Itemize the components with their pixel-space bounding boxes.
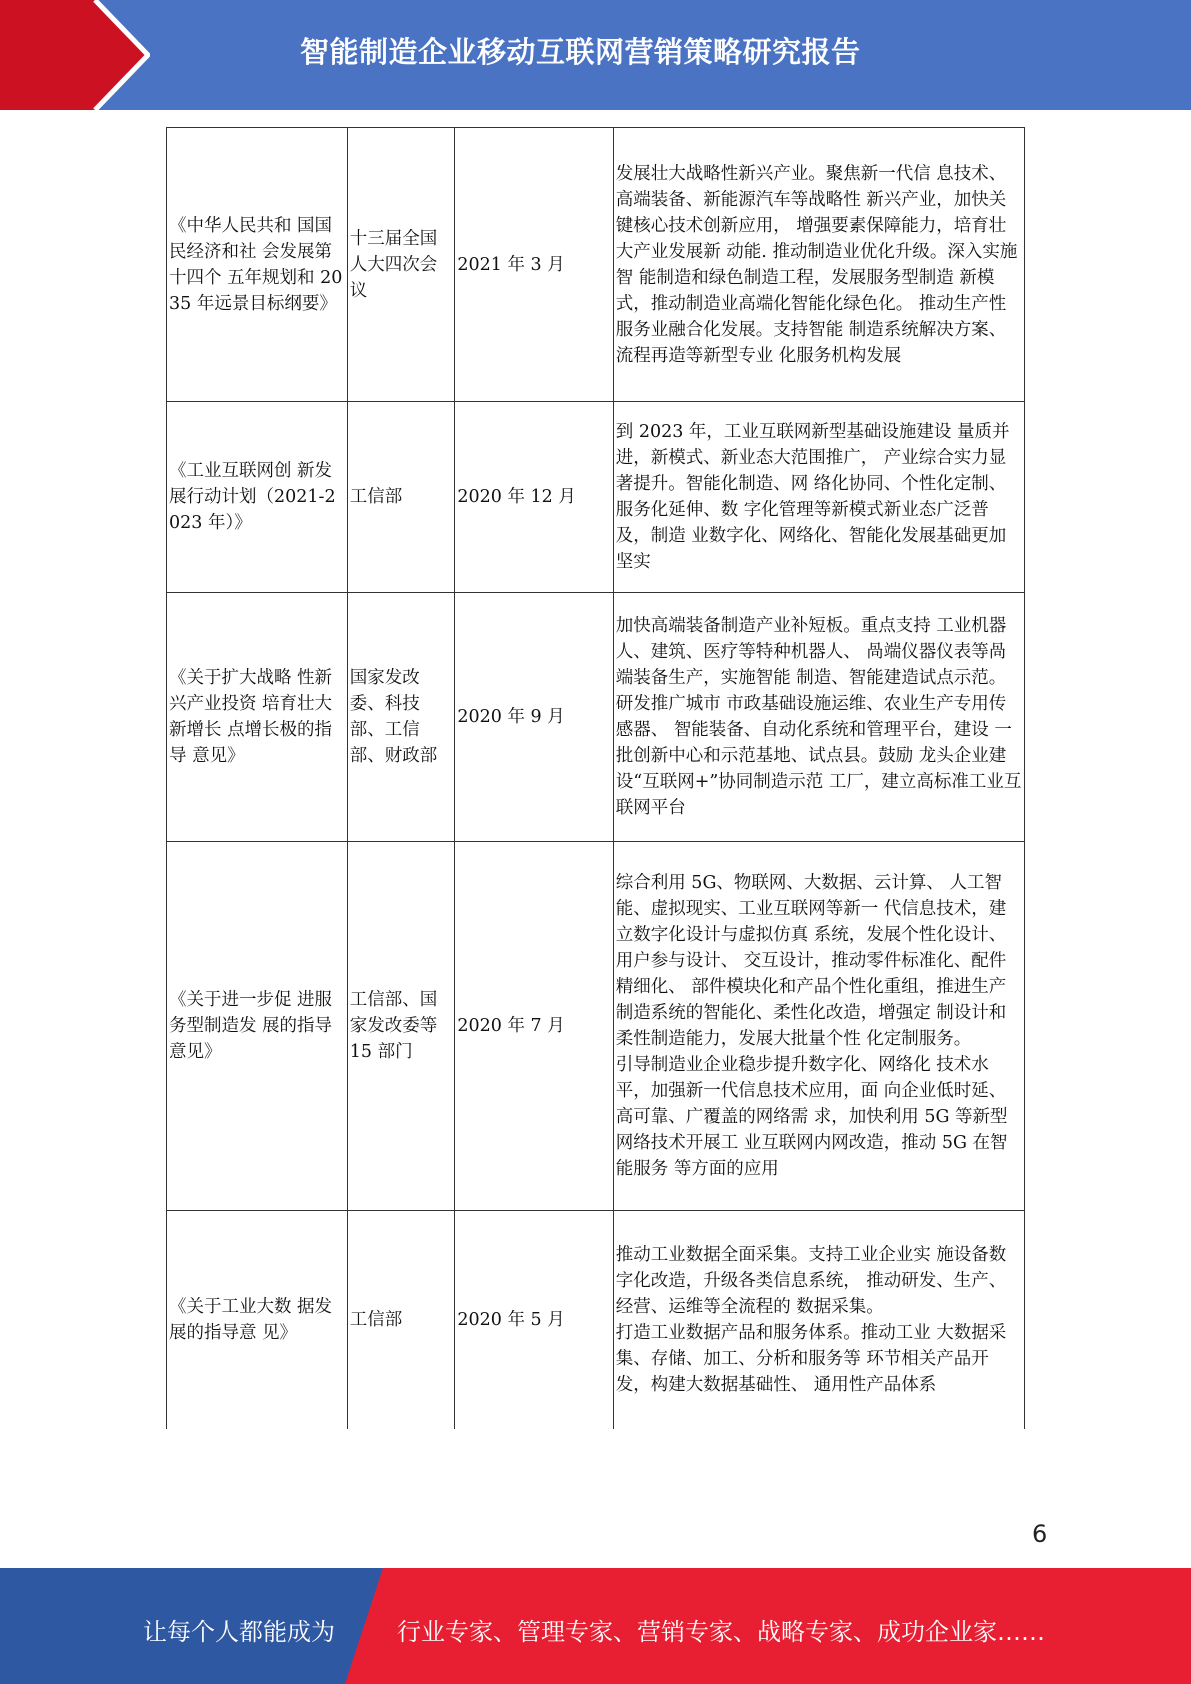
issuer-cell: 国家发改委、科技部、工信部、财政部 <box>347 593 455 842</box>
date-cell: 2020 年 7 月 <box>455 842 613 1211</box>
issuer-cell: 工信部 <box>347 402 455 593</box>
content-cell <box>613 1211 1024 1429</box>
policy-name-cell: 《关于工业大数 据发展的指导意 见》 <box>167 1211 348 1429</box>
table-row <box>167 128 1025 402</box>
footer-slogan-left: 让每个人都能成为 <box>143 1618 335 1646</box>
table-row <box>167 1211 1025 1429</box>
content-cell <box>613 842 1024 1211</box>
policy-name-cell: 《关于扩大战略 性新兴产业投资 培育壮大新增长 点增长极的指导 意见》 <box>167 593 348 842</box>
date-cell: 2020 年 5 月 <box>455 1211 613 1429</box>
policy-name-cell: 《关于进一步促 进服务型制造发 展的指导意见》 <box>167 842 348 1211</box>
content-cell <box>613 593 1024 842</box>
content-paragraph: 打造工业数据产品和服务体系。推动工业 大数据采集、存储、加工、分析和服务等 环节相关产品开发，构建大数据基础性、 通用性产品体系 <box>615 1322 1007 1395</box>
table-row <box>167 402 1025 593</box>
content-paragraph: 到 2023 年，工业互联网新型基础设施建设 量质并进，新模式、新业态大范围推广， 产业综合实力显著提升。智能化制造、网 络化协同、个性化定制、服务化延伸、数 字化管理等新模式新业态广泛普及，制造 业数字化、网络化、智能化发展基础更加 坚实 <box>615 422 1010 572</box>
page-number: 6 <box>1032 1520 1048 1548</box>
footer-slogan-right: 行业专家、管理专家、营销专家、战略专家、成功企业家…… <box>397 1618 1045 1646</box>
policy-name-cell: 《中华人民共和 国国民经济和社 会发展第十四个 五年规划和 2035 年远景目标纲要》 <box>167 128 348 402</box>
report-title: 智能制造企业移动互联网营销策略研究报告 <box>300 35 861 69</box>
content-paragraph: 综合利用 5G、物联网、大数据、云计算、 人工智能、虚拟现实、工业互联网等新一 代信息技术，建立数字化设计与虚拟仿真 系统，发展个性化设计、用户参与设计、 交互设计，推动零件标准化、配件精细化、 部件模块化和产品个性化重组，推进生产 制造系统的智能化、柔性化改造，增强定 制设计和柔性制造能力，发展大批量个性 化定制服务。 <box>615 873 1007 1049</box>
content-cell <box>613 128 1024 402</box>
content-cell <box>613 402 1024 593</box>
policy-name-cell: 《工业互联网创 新发展行动计划（2021-2023 年）》 <box>167 402 348 593</box>
content-paragraph: 加快高端装备制造产业补短板。重点支持 工业机器人、建筑、医疗等特种机器人、 咼端仪器仪表等咼端装备生产，实施智能 制造、智能建造试点示范。研发推广城市 市政基础设施运维、农业生产专用传感器、 智能装备、自动化系统和管理平台，建设 一批创新中心和示范基地、试点县。鼓励 龙头企业建设“互联网+”协同制造示范 工厂，建立高标准工业互联网平台 <box>615 616 1022 818</box>
table-row <box>167 593 1025 842</box>
date-cell: 2020 年 12 月 <box>455 402 613 593</box>
content-paragraph: 推动工业数据全面采集。支持工业企业实 施设备数字化改造，升级各类信息系统， 推动研发、生产、经营、运维等全流程的 数据采集。 <box>615 1244 1007 1317</box>
content-paragraph: 发展壮大战略性新兴产业。聚焦新一代信 息技术、高端装备、新能源汽车等战略性 新兴产业，加快关键核心技术创新应用， 增强要素保障能力，培育壮大产业发展新 动能. 推动制造业优化升级。深入实施智 能制造和绿色制造工程，发展服务型制造 新模式，推动制造业高端化智能化绿色化。 推动生产性服务业融合化发展。支持智能 制造系统解决方案、流程再造等新型专业 化服务机构发展 <box>615 163 1018 366</box>
page-footer <box>0 1568 1191 1684</box>
header-arrow-decoration <box>0 0 150 110</box>
issuer-cell: 工信部 <box>347 1211 455 1429</box>
date-cell: 2020 年 9 月 <box>455 593 613 842</box>
issuer-cell: 工信部、国家发改委等 15 部门 <box>347 842 455 1211</box>
policy-table <box>166 127 1025 1429</box>
content-paragraph: 引导制造业企业稳步提升数字化、网络化 技术水平，加强新一代信息技术应用，面 向企业低时延、高可靠、广覆盖的网络需 求，加快利用 5G 等新型网络技术开展工 业互联网内网改造，推动 5G 在智能服务 等方面的应用 <box>615 1055 1008 1179</box>
issuer-cell: 十三届全国人大四次会议 <box>347 128 455 402</box>
date-cell: 2021 年 3 月 <box>455 128 613 402</box>
table-row <box>167 842 1025 1211</box>
page-header <box>0 0 1191 110</box>
